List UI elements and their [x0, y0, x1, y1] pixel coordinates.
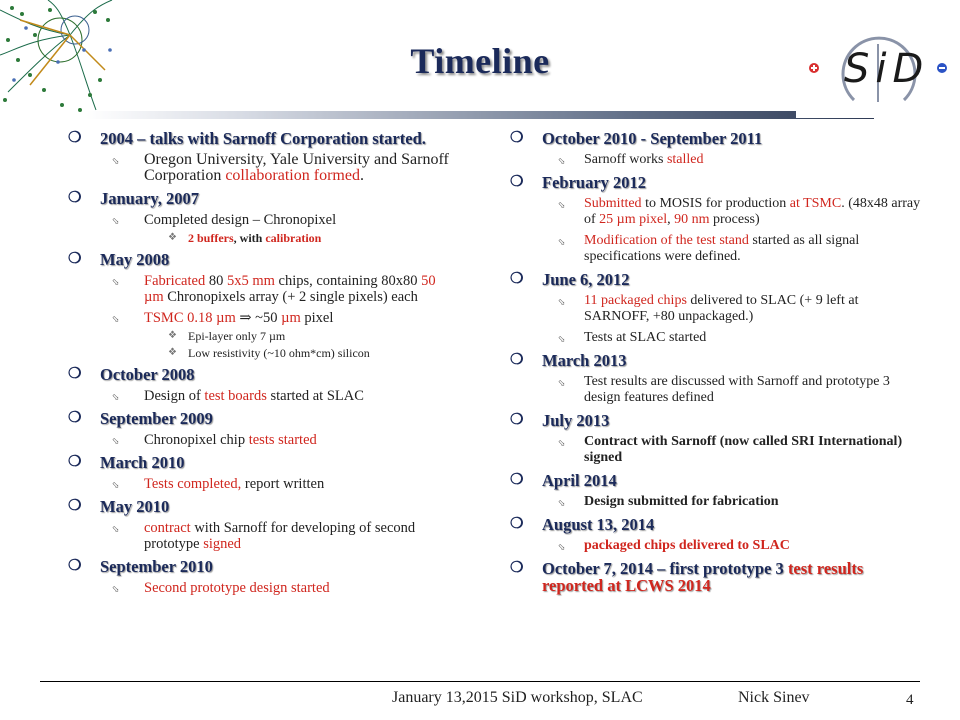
text-run: calibration [265, 231, 322, 245]
bullet-arrow-icon: ⬂ [558, 156, 566, 166]
timeline-entry [64, 366, 454, 404]
bullet-ring-icon: ❍ [510, 174, 524, 190]
timeline-detail [506, 293, 926, 325]
bullet-arrow-icon: ⬂ [112, 584, 120, 594]
timeline-entry-heading [506, 412, 926, 429]
timeline-entry-heading [506, 174, 926, 191]
text-run: Fabricated [144, 273, 206, 289]
timeline-entry [64, 498, 454, 552]
timeline-detail [506, 196, 926, 228]
bullet-arrow-icon: ⬂ [112, 392, 120, 402]
timeline-entry-heading [506, 352, 926, 369]
text-run: started as all signal specifications were defined. [584, 233, 860, 264]
text-run: 90 nm [674, 212, 710, 227]
timeline-detail [506, 374, 926, 406]
bullet-arrow-icon: ⬂ [112, 216, 120, 226]
text-run: , [667, 212, 675, 227]
timeline-entry [506, 352, 926, 406]
sid-logo-text: SiD [844, 46, 930, 92]
timeline-detail [64, 520, 454, 552]
bullet-ring-icon: ❍ [510, 412, 524, 428]
text-run: Submitted [584, 196, 642, 211]
timeline-entry [506, 560, 926, 594]
text-run: collaboration formed [225, 167, 360, 184]
timeline-detail [64, 152, 454, 184]
heading-text: July 2013 [542, 411, 610, 430]
timeline-detail [506, 494, 926, 510]
text-run: process) [709, 212, 760, 227]
heading-text: September 2009 [100, 409, 213, 428]
timeline-detail [64, 580, 454, 596]
bullet-arrow-icon: ⬂ [558, 334, 566, 344]
heading-text: October 2010 - September 2011 [542, 129, 763, 148]
timeline-entry-heading [64, 251, 454, 268]
slide-number: 4 [906, 692, 914, 708]
text-run: 80 [205, 273, 227, 289]
text-run: tests started [248, 432, 317, 448]
heading-text: June 6, 2012 [542, 270, 630, 289]
timeline-entry [506, 174, 926, 265]
timeline-entry [506, 472, 926, 510]
timeline-entry-heading [506, 271, 926, 288]
text-run: pixel [300, 310, 334, 326]
heading-text: May 2008 [100, 250, 170, 269]
timeline-entry-heading [506, 130, 926, 147]
heading-text: April 2014 [542, 471, 617, 490]
bullet-ring-icon: ❍ [510, 516, 524, 532]
text-run: delivered to SLAC (+ 9 left at SARNOFF, +80 unpackaged.) [584, 293, 859, 324]
text-run: µm [281, 310, 301, 326]
timeline-entry [64, 130, 454, 184]
text-run: . (48x48 array of [584, 196, 921, 227]
heading-text: March 2013 [542, 351, 627, 370]
text-run: , with [233, 231, 266, 245]
bullet-ring-icon: ❍ [68, 366, 82, 382]
bullet-arrow-icon: ⬂ [558, 378, 566, 388]
timeline-detail [64, 432, 454, 448]
text-run: stalled [666, 152, 704, 167]
timeline-detail [506, 538, 926, 554]
bullet-ring-icon: ❍ [68, 410, 82, 426]
bullet-ring-icon: ❍ [510, 472, 524, 488]
heading-text: March 2010 [100, 453, 185, 472]
timeline-entry [64, 558, 454, 596]
text-run: October 7, 2014 – first prototype 3 [542, 559, 788, 578]
text-run: test boards [204, 388, 267, 404]
timeline-entry-heading [64, 130, 454, 147]
timeline-detail [64, 388, 454, 404]
timeline-entry-heading [64, 498, 454, 515]
bullet-ring-icon: ❍ [68, 558, 82, 574]
timeline-detail [64, 212, 454, 228]
text-run: Tests completed, [144, 476, 242, 492]
timeline-subdetail [64, 346, 454, 360]
bullet-ring-icon: ❍ [68, 251, 82, 267]
timeline-detail [64, 476, 454, 492]
text-run: 11 packaged chips [584, 293, 687, 308]
text-run: Contract with Sarnoff (now called SRI International) signed [584, 434, 903, 465]
bullet-arrow-icon: ⬂ [112, 314, 120, 324]
timeline-detail [506, 434, 926, 466]
text-run: started at SLAC [266, 388, 364, 404]
bullet-arrow-icon: ⬂ [558, 438, 566, 448]
bullet-arrow-icon: ⬂ [558, 542, 566, 552]
timeline-entry [64, 410, 454, 448]
timeline-entry-heading [64, 190, 454, 207]
text-run: Design submitted for fabrication [584, 494, 779, 509]
timeline-subdetail [64, 231, 454, 245]
bullet-arrow-icon: ⬂ [112, 436, 120, 446]
text-run: 5x5 mm [226, 273, 275, 289]
timeline-entry-heading [64, 366, 454, 383]
timeline-entry-heading [64, 454, 454, 471]
bullet-arrow-icon: ⬂ [112, 277, 120, 287]
timeline-detail [506, 330, 926, 346]
text-run: TSMC 0.18 µm [144, 310, 236, 326]
footer-rule [40, 681, 920, 682]
bullet-arrow-icon: ⬂ [558, 237, 566, 247]
text-run: test results reported at LCWS 2014 [542, 559, 864, 595]
text-run: packaged chips delivered to SLAC [584, 538, 790, 553]
bullet-arrow-icon: ⬂ [558, 200, 566, 210]
text-run: ⇒ ~50 [235, 310, 282, 326]
bullet-ring-icon: ❍ [510, 352, 524, 368]
text-run: contract [144, 520, 191, 536]
timeline-detail [64, 273, 454, 305]
bullet-ring-icon: ❍ [68, 498, 82, 514]
heading-text: May 2010 [100, 497, 170, 516]
text-run: 25 µm pixel [599, 212, 668, 227]
timeline-entry-heading [64, 558, 454, 575]
timeline-entry [64, 190, 454, 245]
text-run: 2 buffers [188, 231, 234, 245]
timeline-entry [506, 271, 926, 346]
bullet-arrow-icon: ⬂ [558, 498, 566, 508]
bullet-diamond-icon: ❖ [168, 347, 177, 358]
text-run: Second prototype design started [144, 580, 330, 596]
timeline-detail [506, 233, 926, 265]
heading-text: September 2010 [100, 557, 213, 576]
text-run: at TSMC [789, 196, 842, 211]
text-run: Epi-layer only 7 µm [188, 329, 286, 343]
text-run: . [359, 167, 364, 184]
text-run: Design of [144, 388, 205, 404]
text-run: test stand [696, 233, 749, 248]
bullet-diamond-icon: ❖ [168, 330, 177, 341]
bullet-ring-icon: ❍ [68, 130, 82, 146]
heading-text: 2004 – talks with Sarnoff Corporation started. [100, 129, 426, 148]
timeline-entry [506, 516, 926, 554]
bullet-arrow-icon: ⬂ [112, 480, 120, 490]
text-run: Test results are discussed with Sarnoff and prototype 3 design features defined [584, 374, 890, 405]
text-run: Chronopixels array (+ 2 single pixels) each [163, 289, 418, 305]
bullet-ring-icon: ❍ [510, 271, 524, 287]
page-title: Timeline [410, 41, 550, 81]
footer-author: Nick Sinev [738, 689, 810, 706]
timeline-entry [64, 454, 454, 492]
heading-text: August 13, 2014 [542, 515, 655, 534]
text-run: Low resistivity (~10 ohm*cm) silicon [188, 346, 370, 360]
text-run: Sarnoff works [584, 152, 667, 167]
text-run: Oregon University, Yale University and Sarnoff Corporation [144, 151, 449, 184]
bullet-ring-icon: ❍ [510, 560, 524, 576]
text-run: Modification of the [584, 233, 697, 248]
text-run: Chronopixel chip [144, 432, 249, 448]
title-underline-bar [86, 111, 874, 119]
text-run: Completed design – Chronopixel [144, 212, 337, 228]
text-run: report written [241, 476, 325, 492]
timeline-left-column [64, 130, 454, 602]
text-run: 50 µm [144, 273, 436, 305]
text-run: to MOSIS for production [641, 196, 790, 211]
sid-logo [796, 22, 960, 118]
timeline-entry [506, 130, 926, 168]
timeline-right-column [506, 130, 926, 600]
timeline-entry [64, 251, 454, 360]
footer-text: January 13,2015 SiD workshop, SLAC [392, 689, 643, 706]
text-run: chips, containing 80x80 [274, 273, 422, 289]
timeline-entry-heading [506, 472, 926, 489]
bullet-arrow-icon: ⬂ [558, 297, 566, 307]
timeline-entry-heading [64, 410, 454, 427]
timeline-entry [506, 412, 926, 466]
bullet-ring-icon: ❍ [510, 130, 524, 146]
timeline-entry-heading [506, 516, 926, 533]
timeline-detail [506, 152, 926, 168]
timeline-subdetail [64, 329, 454, 343]
heading-text: January, 2007 [100, 189, 200, 208]
bullet-arrow-icon: ⬂ [112, 524, 120, 534]
bullet-arrow-icon: ⬂ [112, 156, 120, 166]
bullet-ring-icon: ❍ [68, 454, 82, 470]
heading-text: February 2012 [542, 173, 647, 192]
text-run: Tests at SLAC started [584, 330, 707, 345]
bullet-ring-icon: ❍ [68, 190, 82, 206]
timeline-entry-heading [506, 560, 926, 594]
text-run: signed [203, 536, 242, 552]
bullet-diamond-icon: ❖ [168, 232, 177, 243]
heading-text: October 2008 [100, 365, 195, 384]
timeline-detail [64, 310, 454, 326]
text-run: with Sarnoff for developing of second prototype [144, 520, 416, 552]
